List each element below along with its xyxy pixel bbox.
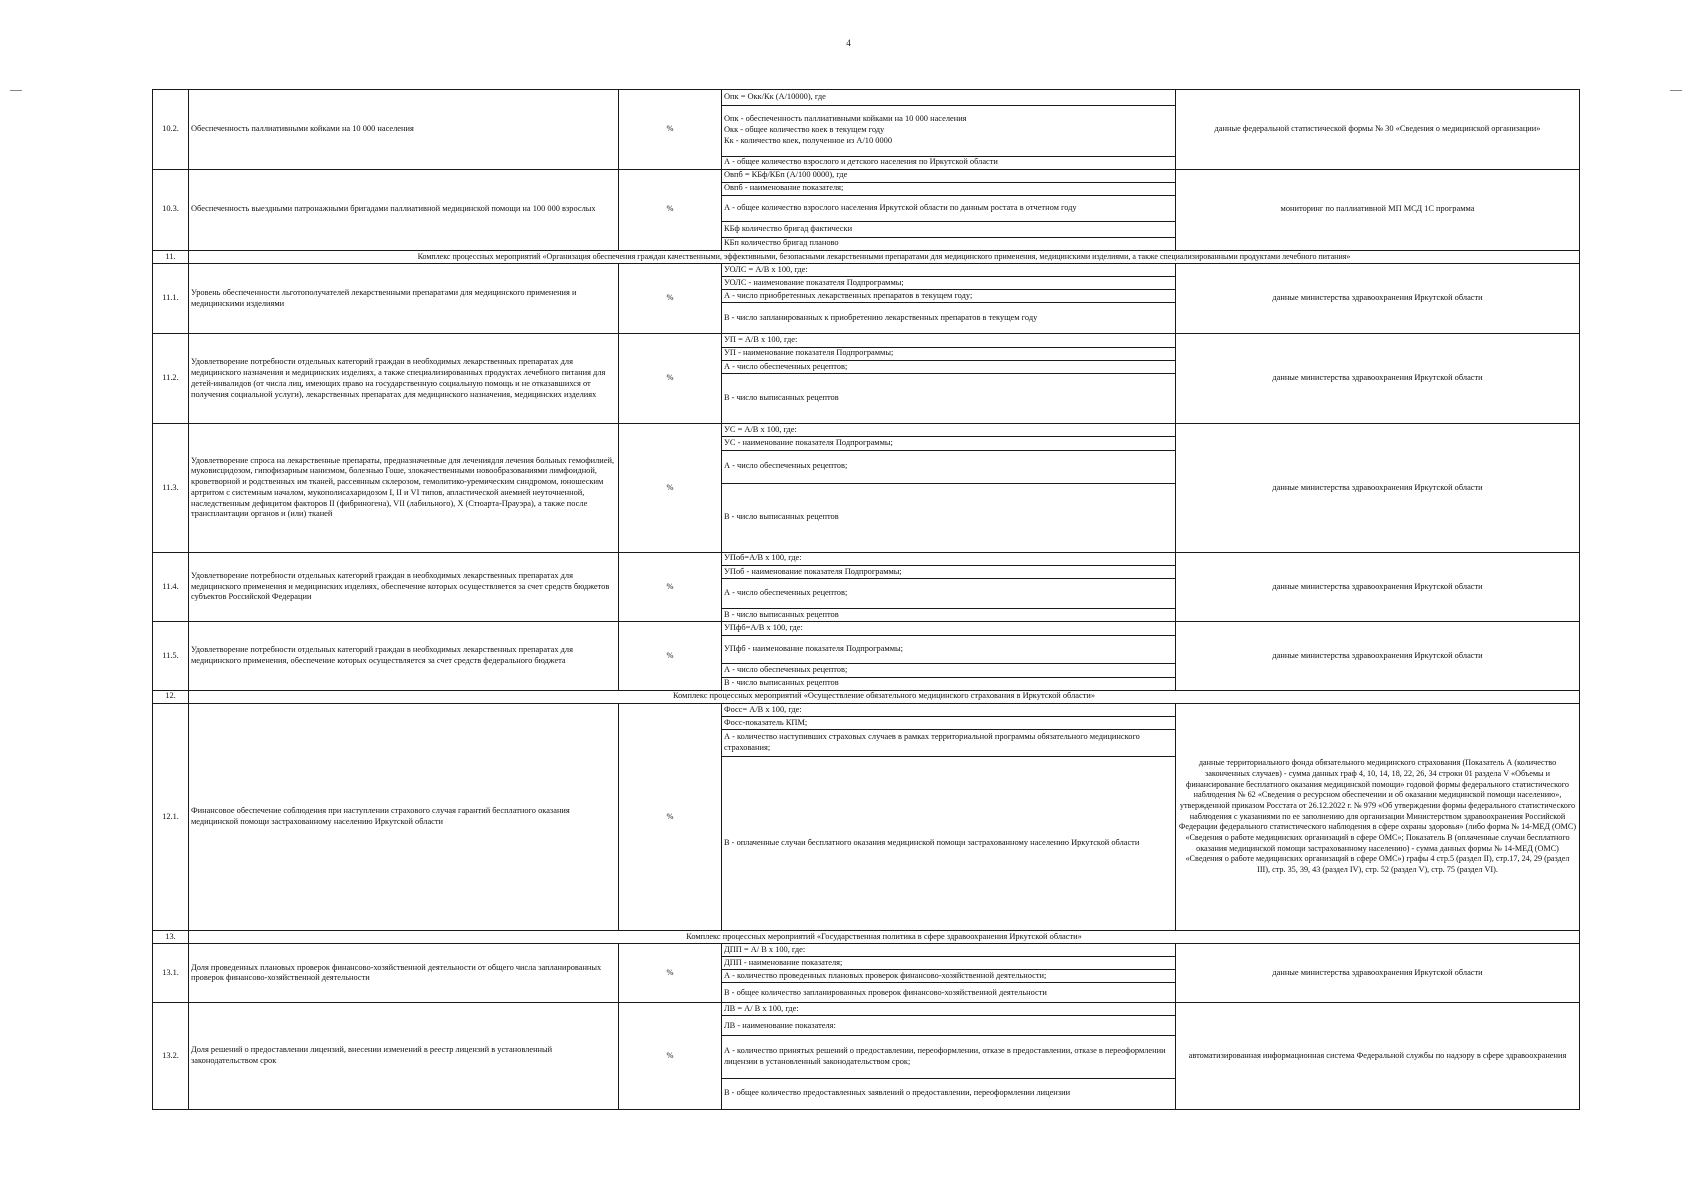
- formula-line: УПфб - наименование показателя Подпрограммы;: [722, 635, 1176, 664]
- formula-line: В - число запланированных к приобретению лекарственных препаратов в текущем году: [722, 303, 1176, 334]
- indicator-name: Удовлетворение потребности отдельных категорий граждан в необходимых лекарственных препаратах для медицинского применения, обеспечение которых осуществляется за счет средств федерального бюджета: [189, 622, 619, 691]
- section-number: 11.: [153, 250, 189, 263]
- section-title: Комплекс процессных мероприятий «Государственная политика в сфере здравоохранения Иркутской области»: [189, 931, 1580, 944]
- formula-line: А - общее количество взрослого и детского населения по Иркутской области: [722, 156, 1176, 169]
- formula-line: УП - наименование показателя Подпрограммы;: [722, 347, 1176, 360]
- formula-line: В - общее количество предоставленных заявлений о предоставлении, переоформлении лицензии: [722, 1078, 1176, 1109]
- unit: %: [619, 263, 722, 333]
- data-source: данные министерства здравоохранения Иркутской области: [1176, 944, 1580, 1003]
- formula-line: УОЛС = А/В х 100, где:: [722, 263, 1176, 276]
- formula-line: А - число обеспеченных рецептов;: [722, 579, 1176, 609]
- data-source: данные министерства здравоохранения Иркутской области: [1176, 622, 1580, 691]
- data-source: данные министерства здравоохранения Иркутской области: [1176, 334, 1580, 424]
- table-row: [153, 622, 1580, 635]
- formula-line: Опк - обеспеченность паллиативными койками на 10 000 населения Окк - общее количество коек в текущем году Кк - количество коек, полученное из А/10 0000: [722, 105, 1176, 156]
- unit: %: [619, 1003, 722, 1110]
- indicator-name: Финансовое обеспечение соблюдения при наступлении страхового случая гарантий бесплатного оказания медицинской помощи застрахованному населению Иркутской области: [189, 703, 619, 931]
- formula-line: Опк = Окк/Кк (А/10000), где: [722, 90, 1176, 106]
- formula-line: УПоб - наименование показателя Подпрограммы;: [722, 565, 1176, 578]
- formula-line: В - число выписанных рецептов: [722, 609, 1176, 622]
- formula-line: Фосс= А/В х 100, где:: [722, 703, 1176, 716]
- row-number: 10.2.: [153, 90, 189, 170]
- section-title: Комплекс процессных мероприятий «Организация обеспечения граждан качественными, эффективными, безопасными лекарственными препаратами для медицинского применения, медицинскими изделиями, а также специализированными продуктами лечебного питания»: [189, 250, 1580, 263]
- formula-line: А - число обеспеченных рецептов;: [722, 450, 1176, 483]
- formula-line: УП = А/В х 100, где:: [722, 334, 1176, 347]
- data-source: автоматизированная информационная система Федеральной службы по надзору в сфере здравоохранения: [1176, 1003, 1580, 1110]
- scan-margin-mark: [1670, 90, 1682, 91]
- indicator-name: Доля решений о предоставлении лицензий, внесении изменений в реестр лицензий в установленный законодательством срок: [189, 1003, 619, 1110]
- table-row: [153, 552, 1580, 565]
- scan-margin-mark: [10, 90, 22, 91]
- section-row: [153, 931, 1580, 944]
- section-number: 13.: [153, 931, 189, 944]
- formula-line: ЛВ - наименование показателя:: [722, 1016, 1176, 1036]
- indicator-name: Удовлетворение потребности отдельных категорий граждан в необходимых лекарственных препаратах для медицинского применения и медицинских изделиях, обеспечение которых осуществляется за счет средств бюджетов субъектов Российской Федерации: [189, 552, 619, 622]
- indicator-name: Обеспеченность выездными патронажными бригадами паллиативной медицинской помощи на 100 000 взрослых: [189, 169, 619, 250]
- row-number: 11.2.: [153, 334, 189, 424]
- formula-line: Фосс-показатель КПМ;: [722, 717, 1176, 730]
- row-number: 12.1.: [153, 703, 189, 931]
- formula-line: Овпб = КБф/КБп (А/100 0000), где: [722, 169, 1176, 182]
- table-row: [153, 424, 1580, 437]
- section-row: [153, 250, 1580, 263]
- formula-line: КБф количество бригад фактически: [722, 222, 1176, 238]
- table-row: [153, 90, 1580, 106]
- formula-line: А - количество проведенных плановых проверок финансово-хозяйственной деятельности;: [722, 970, 1176, 983]
- table-row: [153, 944, 1580, 957]
- table-row: [153, 703, 1580, 716]
- formula-line: А - число обеспеченных рецептов;: [722, 360, 1176, 373]
- table-row: [153, 1003, 1580, 1016]
- data-source: данные министерства здравоохранения Иркутской области: [1176, 552, 1580, 622]
- row-number: 11.3.: [153, 424, 189, 552]
- unit: %: [619, 944, 722, 1003]
- unit: %: [619, 552, 722, 622]
- data-source: данные министерства здравоохранения Иркутской области: [1176, 424, 1580, 552]
- formula-line: КБп количество бригад планово: [722, 237, 1176, 250]
- data-source: данные министерства здравоохранения Иркутской области: [1176, 263, 1580, 333]
- formula-line: А - количество принятых решений о предоставлении, переоформлении, отказе в предоставлении, отказе в переоформлении лицензии в установленный законодательством срок;: [722, 1036, 1176, 1078]
- indicator-name: Обеспеченность паллиативными койками на 10 000 населения: [189, 90, 619, 170]
- formula-line: УПфб=А/В х 100, где:: [722, 622, 1176, 635]
- row-number: 10.3.: [153, 169, 189, 250]
- indicator-name: Уровень обеспеченности льготополучателей лекарственными препаратами для медицинского применения и медицинскими изделиями: [189, 263, 619, 333]
- formula-line: А - число обеспеченных рецептов;: [722, 664, 1176, 677]
- formula-line: Овпб - наименование показателя;: [722, 182, 1176, 195]
- indicator-name: Доля проведенных плановых проверок финансово-хозяйственной деятельности от общего числа запланированных проверок финансово-хозяйственной деятельности: [189, 944, 619, 1003]
- unit: %: [619, 169, 722, 250]
- formula-line: А - количество наступивших страховых случаев в рамках территориальной программы обязательного медицинского страхования;: [722, 730, 1176, 757]
- unit: %: [619, 622, 722, 691]
- formula-line: ДПП - наименование показателя;: [722, 957, 1176, 970]
- unit: %: [619, 90, 722, 170]
- formula-line: В - число выписанных рецептов: [722, 483, 1176, 552]
- formula-line: УОЛС - наименование показателя Подпрограммы;: [722, 276, 1176, 289]
- table-row: [153, 169, 1580, 182]
- formula-line: УС = А/В х 100, где:: [722, 424, 1176, 437]
- row-number: 11.4.: [153, 552, 189, 622]
- unit: %: [619, 424, 722, 552]
- table-row: [153, 263, 1580, 276]
- row-number: 11.5.: [153, 622, 189, 691]
- formula-line: УПоб=А/В х 100, где:: [722, 552, 1176, 565]
- formula-line: В - общее количество запланированных проверок финансово-хозяйственной деятельности: [722, 983, 1176, 1003]
- unit: %: [619, 334, 722, 424]
- section-title: Комплекс процессных мероприятий «Осуществление обязательного медицинского страхования в Иркутской области»: [189, 690, 1580, 703]
- section-row: [153, 690, 1580, 703]
- formula-line: В - число выписанных рецептов: [722, 677, 1176, 690]
- formula-line: В - число выписанных рецептов: [722, 374, 1176, 424]
- data-source: мониторинг по паллиативной МП МСД 1С программа: [1176, 169, 1580, 250]
- data-source: данные федеральной статистической формы № 30 «Сведения о медицинской организации»: [1176, 90, 1580, 170]
- row-number: 11.1.: [153, 263, 189, 333]
- indicator-name: Удовлетворение спроса на лекарственные препараты, предназначенные для лечениядля лечения больных гемофилией, муковисцидозом, гипофизарным нанизмом, болезнью Гоше, злокачественными новообразованиями лимфоидной, кроветворной и родственных им тканей, рассеянным склерозом, гемолитико-уремическим синдромом, юношеским артритом с системным началом, мукополисахаридозом I, II и VI типов, апластической анемией неуточненной, наследственным дефицитом факторов II (фибриногена), VII (лабильного), X (Стюарта-Прауэра), а также после трансплантации органов и (или) тканей: [189, 424, 619, 552]
- formula-line: А - число приобретенных лекарственных препаратов в текущем году;: [722, 289, 1176, 302]
- unit: %: [619, 703, 722, 931]
- row-number: 13.1.: [153, 944, 189, 1003]
- page-number: 4: [846, 38, 851, 48]
- row-number: 13.2.: [153, 1003, 189, 1110]
- formula-line: ЛВ = А/ В х 100, где:: [722, 1003, 1176, 1016]
- indicators-table: [152, 89, 1580, 1110]
- formula-line: УС - наименование показателя Подпрограммы;: [722, 437, 1176, 450]
- table-row: [153, 334, 1580, 347]
- section-number: 12.: [153, 690, 189, 703]
- formula-line: А - общее количество взрослого населения Иркутской области по данным ростата в отчетном году: [722, 195, 1176, 222]
- indicator-name: Удовлетворение потребности отдельных категорий граждан в необходимых лекарственных препаратах для медицинского назначения и медицинских изделиях, а также специализированных продуктах лечебного питания для детей-инвалидов (от числа лиц, имеющих право на государственную социальную помощь и не отказавшихся от получения социальной услуги), лекарственных препаратах для медицинского назначения, медицинских изделиях: [189, 334, 619, 424]
- data-source: данные территориального фонда обязательного медицинского страхования (Показатель А (количество законченных случаев) - сумма данных граф 4, 10, 14, 18, 22, 26, 34 строки 01 раздела V «Объемы и финансирование бесплатного оказания медицинской помощи» годовой формы федерального статистического наблюдения № 62 «Сведения о ресурсном обеспечении и об оказании медицинской помощи населению», утвержденной приказом Росстата от 26.12.2022 г. № 979 «Об утверждении формы федерального статистического наблюдения с указаниями по ее заполнению для организации Министерством здравоохранения Российской Федерации федерального статистического наблюдения в сфере охраны здоровья» (либо форма № 14-МЕД (ОМС) «Сведения о работе медицинских организаций в сфере ОМС»; Показатель В (оплаченные случаи бесплатного оказания медицинской помощи застрахованному населению) - сумма данных формы № 14-МЕД (ОМС) «Сведения о работе медицинских организаций в сфере ОМС») графы 4 стр.5 (раздел II), стр.17, 24, 29 (раздел III), стр. 35, 39, 43 (раздел IV), стр. 52 (раздел V), стр. 75 (раздел VI).: [1176, 703, 1580, 931]
- formula-line: В - оплаченные случаи бесплатного оказания медицинской помощи застрахованному населению Иркутской области: [722, 757, 1176, 931]
- formula-line: ДПП = А/ В х 100, где:: [722, 944, 1176, 957]
